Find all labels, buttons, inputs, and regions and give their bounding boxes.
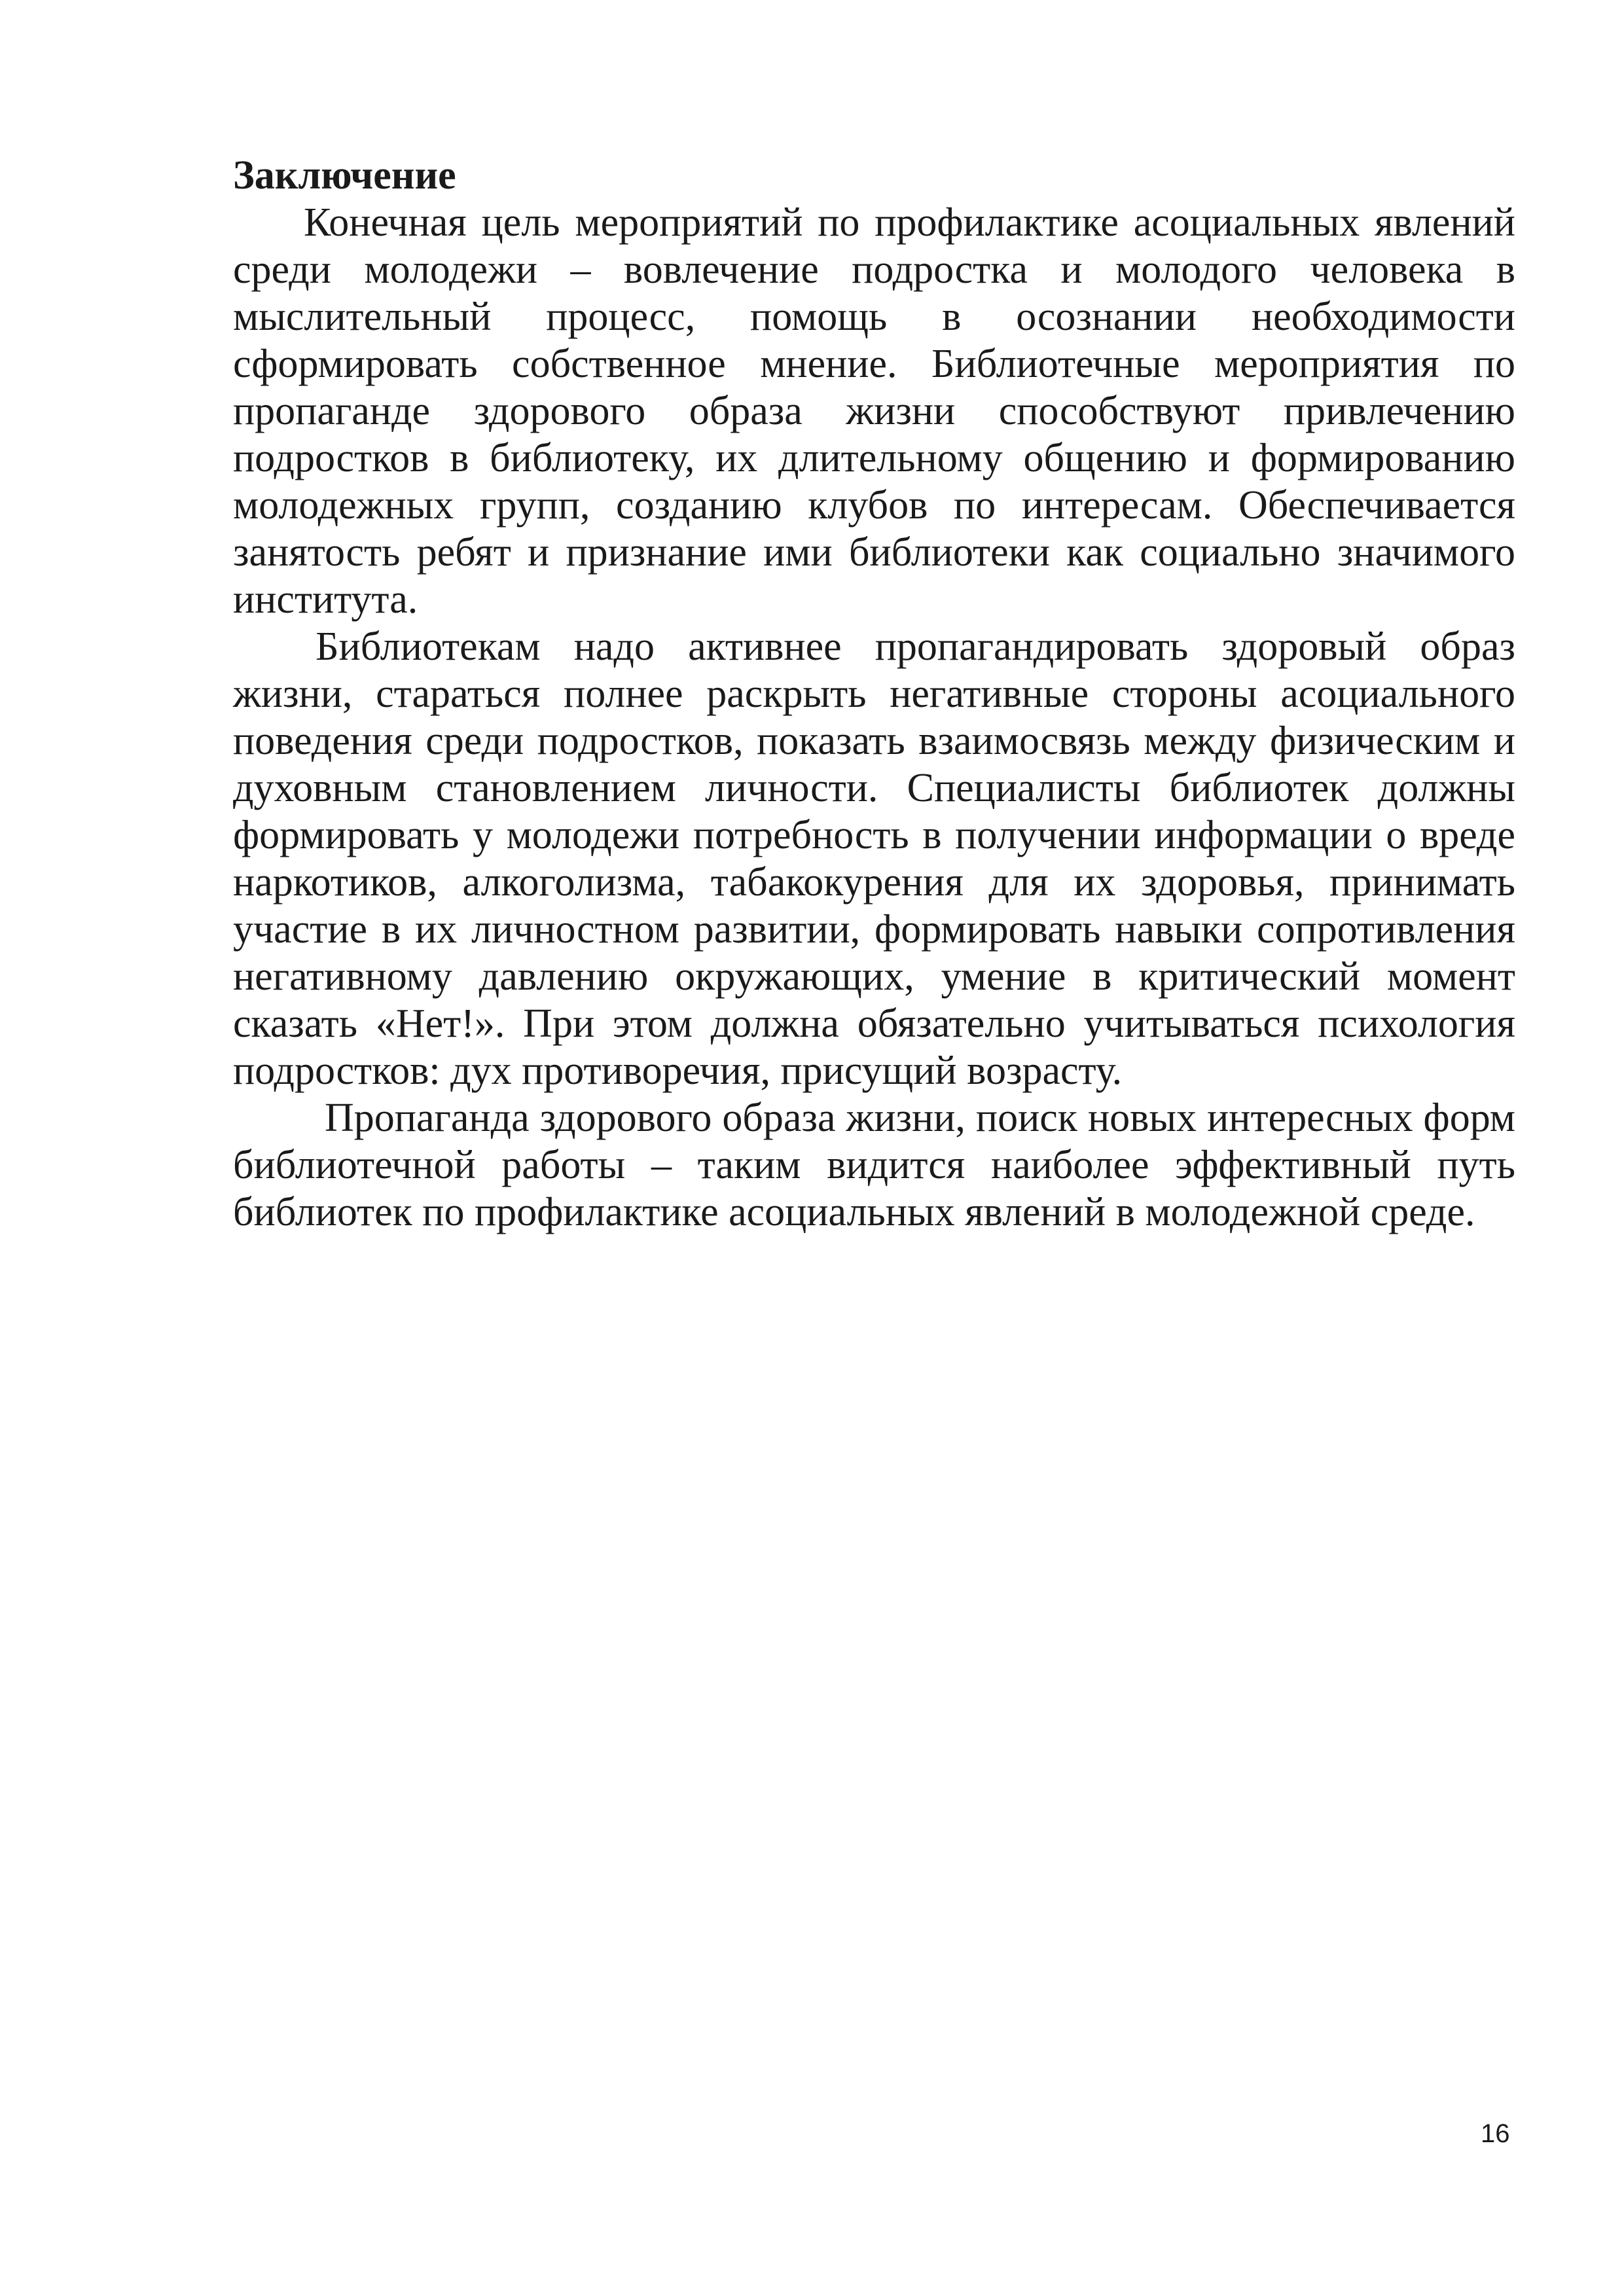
paragraph-2: Библиотекам надо активнее пропагандировать здоровый образ жизни, стараться полнее раскрыть негативные стороны асоциального поведения среди подростков, показать взаимосвязь между физическим и духовным становлением личности. Специалисты библиотек должны формировать у молодежи потребность в получении информации о вреде наркотиков, алкоголизма, табакокурения для их здоровья, принимать участие в их личностном развитии, формировать навыки сопротивления негативному давлению окружающих, умение в критический момент сказать «Нет!». При этом должна обязательно учитываться психология подростков: дух противоречия, присущий возрасту. [233,624,1515,1093]
section-heading: Заключение [233,153,456,198]
document-body [233,152,1515,1236]
page-number: 16 [1481,2119,1510,2148]
paragraph-1: Конечная цель мероприятий по профилактике асоциальных явлений среди молодежи – вовлечение подростка и молодого человека в мыслительный процесс, помощь в осознании необходимости сформировать собственное мнение. Библиотечные мероприятия по пропаганде здорового образа жизни способствуют привлечению подростков в библиотеку, их длительному общению и формированию молодежных групп, созданию клубов по интересам. Обеспечивается занятость ребят и признание ими библиотеки как социально значимого института. [233,200,1515,622]
paragraph-3: Пропаганда здорового образа жизни, поиск новых интересных форм библиотечной работы – таким видится наиболее эффективный путь библиотек по профилактике асоциальных явлений в молодежной среде. [233,1096,1515,1234]
